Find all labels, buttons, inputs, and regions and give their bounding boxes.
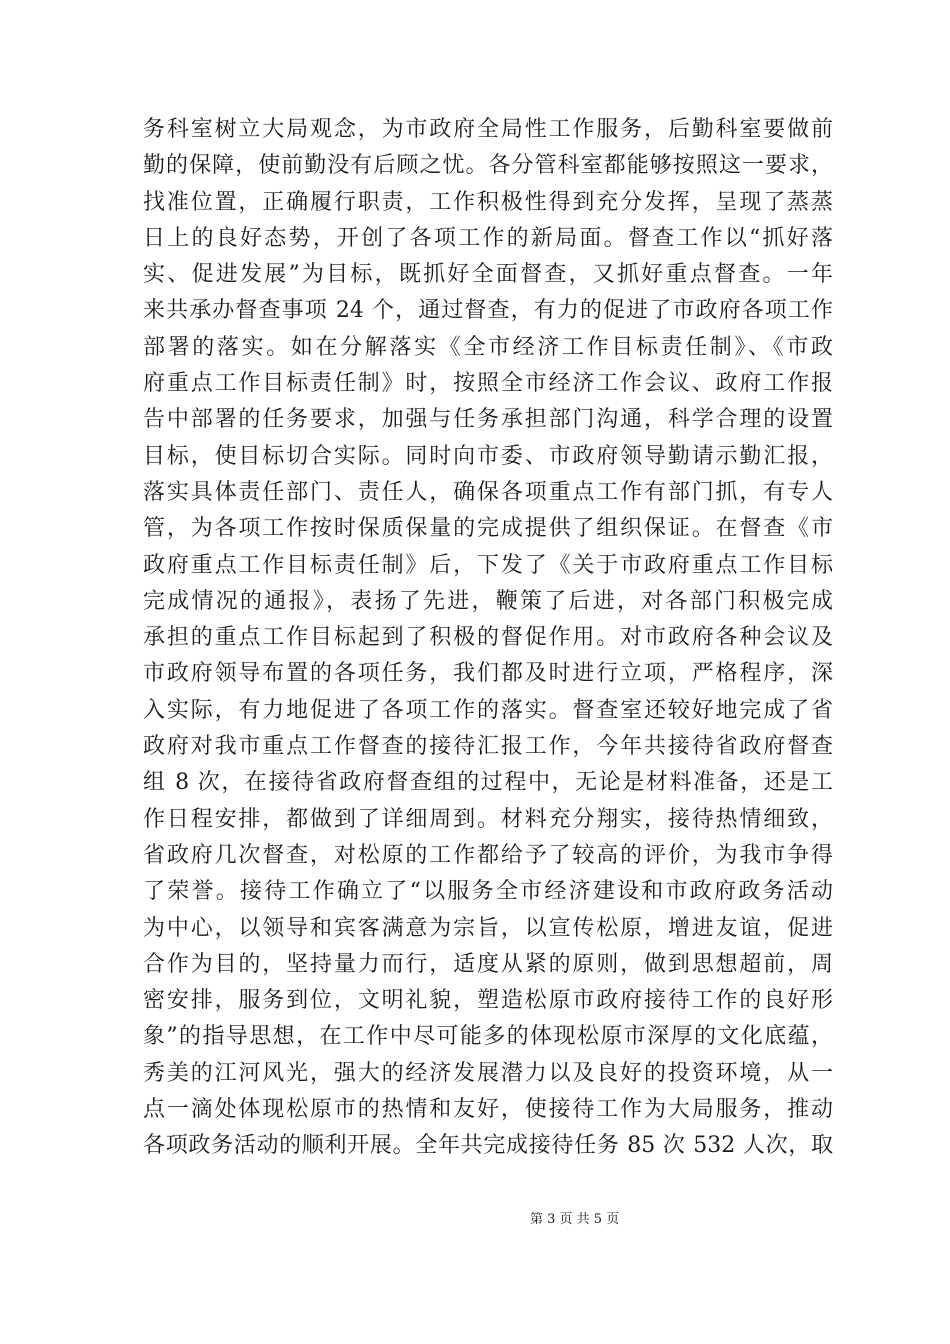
text-line: 了荣誉。接待工作确立了“以服务全市经济建设和市政府政务活动 [143, 879, 833, 905]
text-line: 完成情况的通报》，表扬了先进，鞭策了后进，对各部门积极完成 [143, 588, 833, 614]
page-number: 第 3 页 共 5 页 [530, 1212, 620, 1227]
text-line: 来共承办督查事项 24 个，通过督查，有力的促进了市政府各项工作 [143, 298, 833, 324]
text-line: 入实际，有力地促进了各项工作的落实。督查室还较好地完成了省 [143, 697, 833, 723]
text-line: 为中心，以领导和宾客满意为宗旨，以宣传松原，增进友谊，促进 [143, 915, 833, 941]
text-line: 承担的重点工作目标起到了积极的督促作用。对市政府各种会议及 [143, 625, 833, 651]
text-line: 合作为目的，坚持量力而行，适度从紧的原则，做到思想超前，周 [143, 951, 833, 977]
text-line: 各项政务活动的顺利开展。全年共完成接待任务 85 次 532 人次，取 [143, 1133, 833, 1159]
text-line: 实、促进发展”为目标，既抓好全面督查，又抓好重点督查。一年 [143, 262, 833, 288]
text-line: 落实具体责任部门、责任人，确保各项重点工作有部门抓，有专人 [143, 479, 833, 505]
text-line: 找准位置，正确履行职责，工作积极性得到充分发挥，呈现了蒸蒸 [143, 189, 833, 215]
text-line: 点一滴处体现松原市的热情和友好，使接待工作为大局服务，推动 [143, 1097, 833, 1123]
text-line: 部署的落实。如在分解落实《全市经济工作目标责任制》、《市政 [143, 334, 833, 360]
text-line: 管，为各项工作按时保质保量的完成提供了组织保证。在督查《市 [143, 516, 833, 542]
text-line: 日上的良好态势，开创了各项工作的新局面。督查工作以“抓好落 [143, 225, 833, 251]
text-line: 秀美的江河风光，强大的经济发展潜力以及良好的投资环境，从一 [143, 1060, 833, 1086]
text-line: 作日程安排，都做到了详细周到。材料充分翔实，接待热情细致， [143, 806, 833, 832]
text-line: 密安排，服务到位，文明礼貌，塑造松原市政府接待工作的良好形 [143, 988, 833, 1014]
text-line: 政府重点工作目标责任制》后，下发了《关于市政府重点工作目标 [143, 552, 833, 578]
text-line: 组 8 次，在接待省政府督查组的过程中，无论是材料准备，还是工 [143, 770, 833, 796]
text-line: 目标，使目标切合实际。同时向市委、市政府领导勤请示勤汇报， [143, 443, 833, 469]
text-line: 象”的指导思想，在工作中尽可能多的体现松原市深厚的文化底蕴， [143, 1024, 833, 1050]
text-line: 告中部署的任务要求，加强与任务承担部门沟通，科学合理的设置 [143, 407, 833, 433]
text-line: 勤的保障，使前勤没有后顾之忧。各分管科室都能够按照这一要求， [143, 153, 833, 179]
text-line: 府重点工作目标责任制》时，按照全市经济工作会议、政府工作报 [143, 371, 833, 397]
text-line: 省政府几次督查，对松原的工作都给予了较高的评价，为我市争得 [143, 842, 833, 868]
text-line: 务科室树立大局观念，为市政府全局性工作服务，后勤科室要做前 [143, 117, 833, 142]
text-line: 市政府领导布置的各项任务，我们都及时进行立项，严格程序，深 [143, 661, 833, 687]
text-line: 政府对我市重点工作督查的接待汇报工作，今年共接待省政府督查 [143, 734, 833, 760]
body-paragraph [143, 112, 833, 1165]
